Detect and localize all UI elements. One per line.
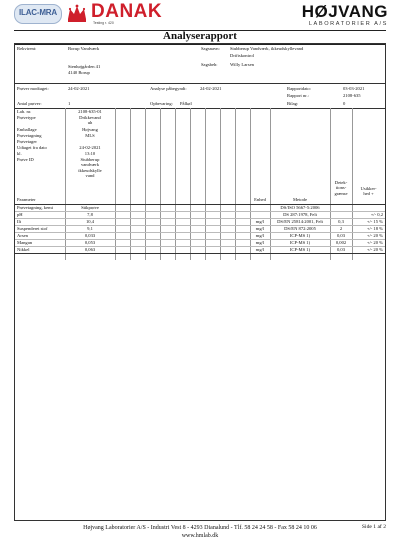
sagsnavn-value: Stubberup Vandværk, ikkeudskyllevand	[230, 46, 304, 51]
rekvirent-address-1: Stenhøjgården 41	[68, 64, 101, 69]
row-value: 9,1	[87, 226, 93, 231]
row-parameter: Mangan	[17, 240, 33, 245]
row-metode: ICP-MS 1)	[289, 233, 311, 238]
row-parameter: Prøvetagning, kemi	[17, 205, 53, 210]
sagsbeh-value: Willy Larsen	[230, 62, 254, 67]
sample-label-lab-nr: Lab. nr.	[17, 109, 32, 114]
row-metode: DS 287:1978, Felt	[283, 212, 317, 217]
row-uncertainty: +/- 20 %	[366, 247, 383, 252]
row-detection-limit: 2	[339, 226, 343, 231]
row-detection-limit: 0,3	[338, 219, 344, 224]
sample-value-time: 13:10	[84, 151, 96, 156]
row-detection-limit: 0,03	[336, 233, 346, 238]
danak-crown-icon	[66, 3, 88, 25]
sample-value-date: 24-02-2021	[79, 145, 101, 150]
page-number: Side 1 af 2	[361, 524, 386, 530]
row-parameter: Suspenderet stof	[17, 226, 48, 231]
sample-label-emballage: Emballage	[17, 127, 37, 132]
ilac-logo-text: ILAC-MRA	[19, 8, 57, 17]
sample-value-prove-id: Stubberup vandværk ikkeudskylle vand	[78, 157, 102, 179]
row-uncertainty: +/- 15 %	[366, 219, 383, 224]
antal-label: Antal prøver:	[17, 101, 42, 106]
antal-value: 1	[68, 101, 71, 106]
rekvirent-name: Borup Vandværk	[68, 46, 100, 51]
sample-label-provetype: Prøvetype	[17, 115, 36, 120]
bilag-label: Bilag:	[287, 101, 299, 106]
sample-label-provetagning: Prøvetagning	[17, 133, 42, 138]
opbevaring-value: Pålkøl	[180, 101, 192, 106]
rekvirent-label: Rekvirent:	[17, 46, 37, 51]
ilac-mra-logo	[14, 4, 62, 24]
danak-logo-text: DANAK	[91, 1, 163, 22]
sample-label-kl: kl.	[17, 151, 22, 156]
bilag-value: 0	[343, 101, 346, 106]
row-value: 0,053	[84, 240, 96, 245]
sample-label-provetager: Prøvetager	[17, 139, 37, 144]
row-value: Stikprøve	[81, 205, 99, 210]
analyse-value: 24-02-2021	[200, 86, 222, 91]
rekvirent-address-2: 4140 Borup	[68, 70, 90, 75]
row-detection-limit: 0,002	[335, 240, 347, 245]
sample-value-provetager: MLS	[85, 133, 95, 138]
row-detection-limit: 0,03	[336, 247, 346, 252]
prove-modtaget-value: 24-02-2021	[68, 86, 90, 91]
header-usikkerhed: Usikker- hed +	[360, 186, 377, 197]
sample-value-emballage: Højvang	[82, 127, 98, 132]
row-uncertainty: +/- 20 %	[366, 233, 383, 238]
header-detektion: Detek- tions- grænse	[334, 180, 348, 196]
row-metode: ICP-MS 1)	[289, 247, 311, 252]
rapportdato-label: Rapportdato:	[287, 86, 311, 91]
sagsnavn-value-2: Driftskontrol	[230, 53, 254, 58]
sample-label-udtaget: Udtaget fra dato	[17, 145, 47, 150]
page-footer	[0, 525, 400, 540]
row-metode: DS/EN 25814:2001, Felt	[277, 219, 323, 224]
opbevaring-label: Opbevaring:	[150, 101, 173, 106]
row-metode: DS/ISO 5667-5:2006	[280, 205, 320, 210]
row-enhed: mg/l	[255, 226, 265, 231]
rapport-nr-value: 2108-635	[343, 93, 361, 98]
row-uncertainty: +/- 18 %	[366, 226, 383, 231]
row-parameter: Nikkel	[17, 247, 30, 252]
hojvang-logo	[276, 2, 388, 30]
header-enhed: Enhed	[254, 197, 266, 202]
row-uncertainty: +/- 0,2	[370, 212, 383, 217]
header-parameter: Parameter	[17, 197, 36, 202]
row-metode: ICP-MS 1)	[289, 240, 311, 245]
row-enhed: mg/l	[255, 219, 265, 224]
sagsnavn-label: Sagsnavn:	[201, 46, 220, 51]
report-frame	[14, 43, 386, 521]
danak-logo-subtitle: Testing r. 420	[93, 21, 114, 25]
hojvang-logo-subtitle: LABORATORIER A/S	[308, 21, 388, 27]
footer-website: www.hmlab.dk	[181, 532, 219, 539]
row-enhed: mg/l	[255, 247, 265, 252]
row-parameter: pH	[17, 212, 23, 217]
header-metode: Metode	[292, 197, 308, 202]
rapportdato-value: 03-03-2021	[343, 86, 365, 91]
row-value: 0,033	[84, 233, 96, 238]
page-title: Analyserapport	[163, 30, 237, 42]
sample-value-lab-nr: 2108-635-01	[78, 109, 102, 114]
row-value: 0,063	[84, 247, 96, 252]
rapport-nr-label: Rapport nr.:	[287, 93, 309, 98]
row-enhed: mg/l	[255, 240, 265, 245]
sample-value-provetype: Drikkevand uh	[79, 115, 101, 126]
row-parameter: Ilt	[17, 219, 22, 224]
row-uncertainty: +/- 20 %	[366, 240, 383, 245]
row-metode: DS/EN 872:2005	[284, 226, 316, 231]
row-parameter: Arsen	[17, 233, 28, 238]
row-enhed: mg/l	[255, 233, 265, 238]
analyse-label: Analyse påbegyndt:	[150, 86, 187, 91]
sagsbeh-label: Sagsbeh:	[201, 62, 218, 67]
sample-label-prove-id: Prøve ID	[17, 157, 34, 162]
hojvang-logo-name: HØJVANG	[301, 2, 388, 21]
row-value: 10,4	[85, 219, 95, 224]
row-value: 7,8	[87, 212, 93, 217]
footer-address: Højvang Laboratorier A/S - Industri Vest 8 - 4293 Dianalund - Tlf. 58 24 24 58 - Fax 58 24 10 06	[83, 525, 317, 531]
prove-modtaget-label: Prøver modtaget:	[17, 86, 49, 91]
